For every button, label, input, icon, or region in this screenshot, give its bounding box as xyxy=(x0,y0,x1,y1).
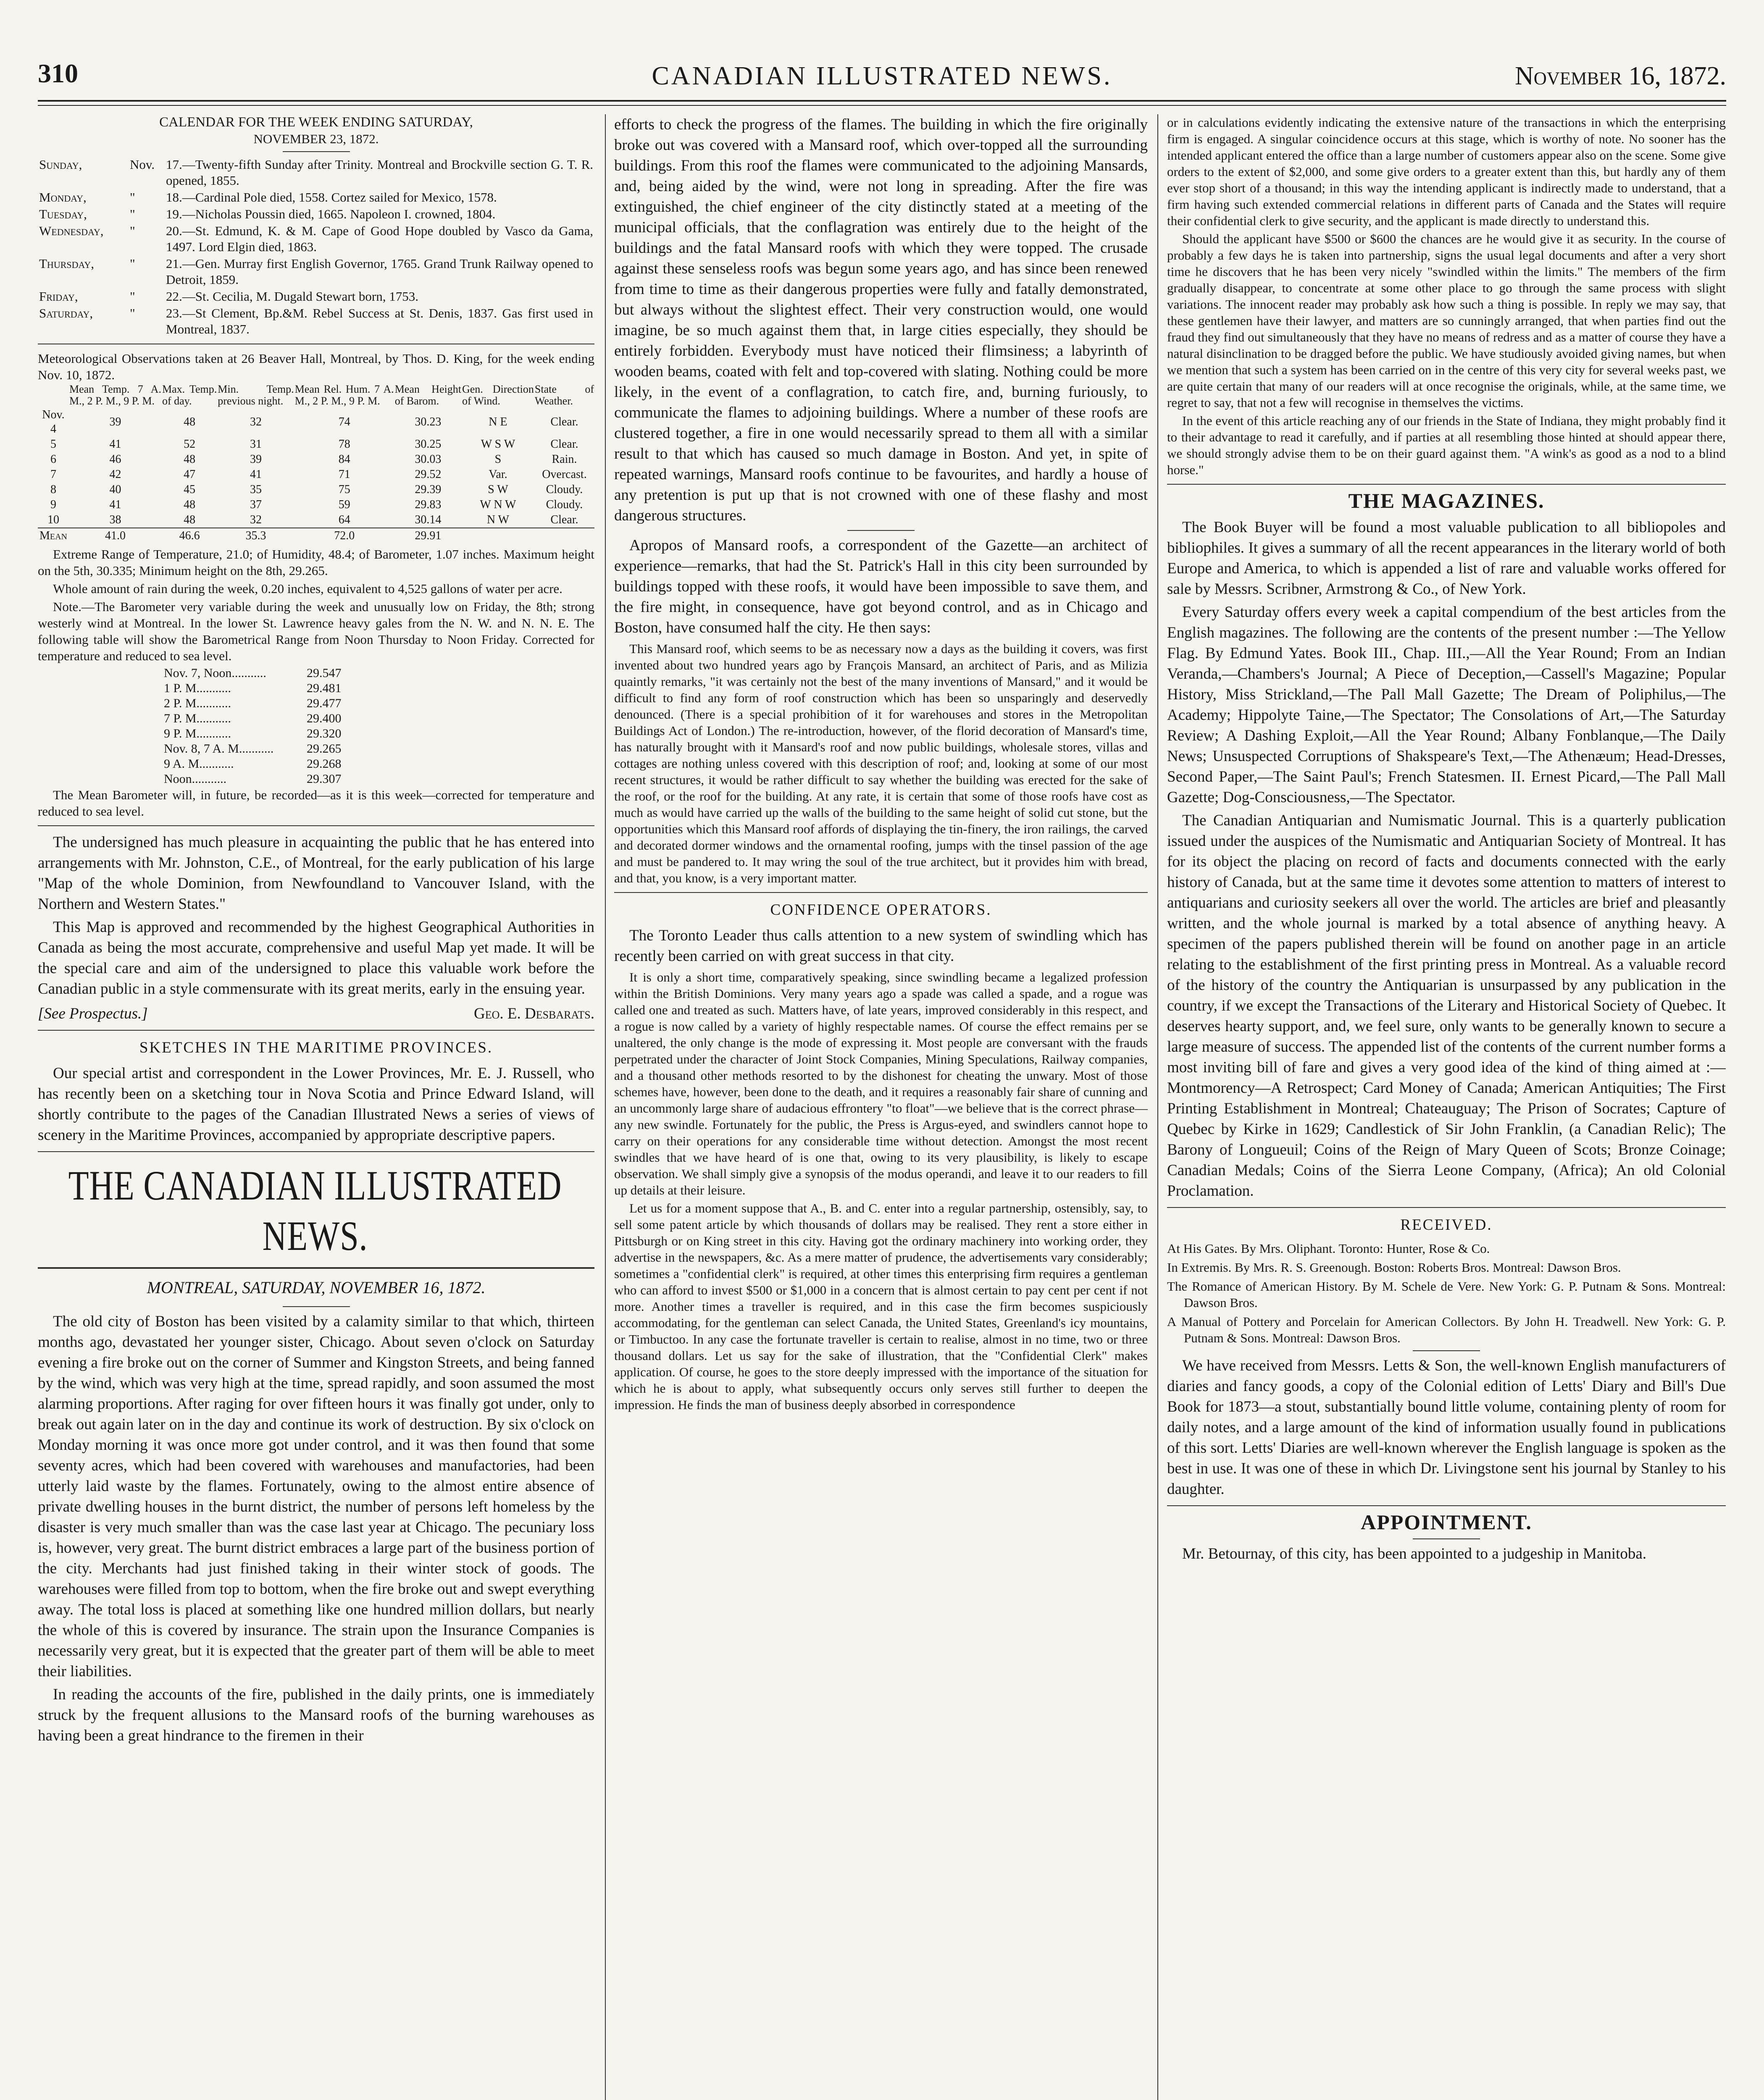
meteo-mean-cell: 72.0 xyxy=(334,529,355,542)
magazines-heading: THE MAGAZINES. xyxy=(1348,489,1545,512)
divider xyxy=(283,151,350,152)
meteo-header: Max. Temp. of day. xyxy=(162,383,217,407)
confidence-p1: The Toronto Leader thus calls attention to a new system of swindling which has recently been carried on with great success in that city. xyxy=(614,927,1148,965)
calendar-row xyxy=(38,156,594,189)
confidence-p4: or in calculations evidently indicating the extensive nature of the transactions in which the enterprising firm is engaged. A singular coincidence occurs at this stage, which is worthy of note. No sooner has the intended applicant entered the office than a large number of customers appear also on the scene. Some give orders to the extent of $2,000, and some give orders to a greater extent than this, but hardly any of them ever stop short of a thousand; in this way the intending applicant is indirectly made to understand, that a firm having such extended commercial relations in different parts of Canada and the States will require their confidential clerk to give security, and the applicant is made directly to understand this. xyxy=(1167,115,1726,228)
calendar-text: 22.—St. Cecilia, M. Dugald Stewart born, 1753. xyxy=(166,289,418,304)
calendar-text: 21.—Gen. Murray first English Governor, 1765. Grand Trunk Railway opened to Detroit, 1859. xyxy=(166,256,593,287)
meteo-cell: 52 xyxy=(184,438,196,451)
sketches-body: Our special artist and correspondent in the Lower Provinces, Mr. E. J. Russell, who has recently been on a sketching tour in Nova Scotia and Prince Edward Island, will shortly contribute to the pages of the Canadian Illustrated News a series of views of scenery in the Maritime Provinces, accompanied by appropriate descriptive papers. xyxy=(38,1065,594,1144)
meteo-note: Note.—The Barometer very variable during the week and unusually low on Friday, the 8th; strong westerly wind at Montreal. In the lower St. Lawrence heavy gales from the N. W. and N. N. E. The following table will show the Barometrical Range from Noon Thursday to Noon Friday. Corrected for temperature and reduced to sea level. xyxy=(38,599,594,663)
calendar-month: " xyxy=(130,256,135,271)
meteo-row xyxy=(38,467,594,482)
meteo-cell: 84 xyxy=(338,453,350,466)
meteo-cell: 30.25 xyxy=(415,438,442,451)
editorial-p1: The old city of Boston has been visited by a calamity similar to that which, thirteen months ago, devastated her younger sister, Chicago. About seven o'clock on Saturday evening a fire broke out on the corner of Summer and Kingston Streets, and being fanned by the wind, which was very high at the time, spread rapidly, and soon assumed the most alarming proportions. After raging for over fifteen hours it was finally got under, only to break out again later on in the day and continue its work of destruction. By six o'clock on Monday morning it was once more got under control, and it was then found that some seventy acres, which had been covered with warehouses and manufactories, had been utterly laid waste by the flames. Fortunately, owing to the almost entire absence of private dwelling houses in the burnt district, the number of persons left homeless by the disaster is very much smaller than was the case last year at Chicago. The pecuniary loss is, however, very great. The burnt district embraces a large part of the business portion of the city. Merchants had just finished taking in their winter stock of goods. The warehouses were filled from top to bottom, when the fire broke out and swept everything away. The total loss is placed at something like one hundred million dollars, but nearly the whole of this is covered by insurance. The strain upon the Insurance Companies is necessarily very great, but it is expected that the greater part of them will be able to meet their liabilities. xyxy=(38,1313,594,1680)
baro-label: 9 P. M........... xyxy=(164,727,231,740)
baro-label: Nov. 7, Noon........... xyxy=(164,666,266,680)
meteo-cell: 39 xyxy=(250,453,262,466)
meteo-cell: Cloudy. xyxy=(546,498,583,511)
meteo-cell: N W xyxy=(486,513,509,526)
meteo-cell: 74 xyxy=(338,415,350,428)
confidence-p6: In the event of this article reaching any of our friends in the State of Indiana, they might probably find it to their advantage to read it carefully, and if parties at all resembling those hinted at should appear there, we should strongly advise them to be on their guard against them. "A wink's as good as a nod to a blind horse." xyxy=(1167,413,1726,477)
meteo-cell: S xyxy=(494,453,502,466)
meteo-cell: 5 xyxy=(50,438,56,451)
meteo-cell: 59 xyxy=(338,498,350,511)
editorial-dateline: MONTREAL, SATURDAY, NOVEMBER 16, 1872. xyxy=(147,1278,486,1297)
meteo-cell: 41 xyxy=(250,468,262,481)
meteo-cell: 29.83 xyxy=(415,498,442,511)
calendar-text: 23.—St Clement, Bp.&M. Rebel Success at St. Denis, 1837. Gas first used in Montreal, 1837. xyxy=(166,306,593,336)
meteo-header: State of Weather. xyxy=(534,383,594,407)
meteo-intro: Meteorological Observations taken at 26 Beaver Hall, Montreal, by Thos. D. King, for the week ending Nov. 10, 1872. xyxy=(38,351,594,382)
meteo-cell: 48 xyxy=(184,415,196,428)
meteo-cell: 7 xyxy=(50,468,56,481)
meteo-cell: Var. xyxy=(489,468,507,481)
divider xyxy=(1413,1538,1480,1539)
meteo-row xyxy=(38,452,594,467)
baro-row xyxy=(164,681,594,696)
meteo-cell: 29.39 xyxy=(415,483,442,496)
meteo-cell: Cloudy. xyxy=(546,483,583,496)
meteo-mean-cell: 46.6 xyxy=(179,529,200,542)
divider xyxy=(614,892,1148,893)
meteo-cell: 40 xyxy=(109,483,121,496)
meteo-mean-cell xyxy=(462,528,534,543)
meteo-mean-cell xyxy=(534,528,594,543)
calendar-text: 19.—Nicholas Poussin died, 1665. Napoleon I. crowned, 1804. xyxy=(166,207,496,221)
meteo-header: Mean Rel. Hum. 7 A. M., 2 P. M., 9 P. M. xyxy=(294,383,394,407)
masthead-rule-thin xyxy=(38,105,1726,106)
sketches-heading: SKETCHES IN THE MARITIME PROVINCES. xyxy=(139,1039,493,1056)
divider xyxy=(1167,1207,1726,1208)
confidence-heading: CONFIDENCE OPERATORS. xyxy=(770,901,992,919)
baro-row xyxy=(164,696,594,711)
baro-row xyxy=(164,756,594,772)
column-2 xyxy=(614,114,1148,2100)
magazines-p1: The Book Buyer will be found a most valuable publication to all bibliopoles and bibliophiles. It gives a summary of all the recent appearances in the literary world of both Europe and America, to which is appended a list of rare and valuable works offered for sale by Messrs. Scribner, Armstrong & Co., of New York. xyxy=(1167,519,1726,598)
meteo-cell: 6 xyxy=(50,453,56,466)
editorial-p3: efforts to check the progress of the flames. The building in which the fire originally broke out was covered with a Mansard roof, which over-topped all the surrounding buildings. From this roof the flames were communicated to the adjoining Mansards, and, being aided by the wind, were not long in spreading. After the fire was extinguished, the chief engineer of the city distinctly stated at a meeting of the municipal officials, that the conflagration was entirely due to the height of the buildings and the fatal Mansard roofs with which they were topped. The crusade against these senseless roofs was begun some years ago, and has since been renewed from time to time as their dangerous properties were fully and fatally demonstrated, but always without the slightest effect. Their very construction would, one would imagine, be so much against them that, in large cities especially, they should be entirely forbidden. Everybody must have noticed their flimsiness; a labyrinth of wooden beams, coated with felt and top-covered with slating. Nothing could be more likely, in the event of a conflagration, to catch fire, and, burning furiously, to communicate the flames to adjoining buildings. Where a number of these roofs are clustered together, a fire in one would necessarily spread to them all with a similar result to that which has caused so much damage in Boston. And yet, in spite of repeated warnings, Mansard roofs continue to be favourites, and hardly a house of any pretention is put up that is not crowned with one of these flashy and most dangerous structures. xyxy=(614,116,1148,524)
baro-value: 29.307 xyxy=(307,772,342,786)
appointment-heading: APPOINTMENT. xyxy=(1361,1510,1532,1534)
meteo-cell: 48 xyxy=(184,453,196,466)
meteo-cell: 9 xyxy=(50,498,56,511)
meteo-cell: 39 xyxy=(109,415,121,428)
meteo-cell: 42 xyxy=(109,468,121,481)
calendar-table xyxy=(38,156,594,338)
column-1 xyxy=(38,114,594,2100)
meteo-cell: 48 xyxy=(184,498,196,511)
calendar-day: Wednesday, xyxy=(39,223,104,238)
meteo-range: Extreme Range of Temperature, 21.0; of Humidity, 48.4; of Barometer, 1.07 inches. Maximum height on the 5th, 30.335; Minimum height on the 8th, 29.265. xyxy=(38,547,594,578)
baro-value: 29.320 xyxy=(307,727,342,740)
confidence-p3: Let us for a moment suppose that A., B. and C. enter into a regular partnership, ostensibly, say, to sell some patent article by which thousands of dollars may be realised. They rent a store either in Pittsburgh or on King street in this city. Having got the ordinary machinery into working order, they advertise in the newspapers, &c. As a mere matter of prudence, the advertisements vary considerably; sometimes a "confidential clerk" is required, at other times this enterprising firm requires a gentleman who can afford to invest $500 or $1,000 in a concern that is almost certain to pay cent per cent if not more. Another times a traveller is required, and in this case the firm becomes suspiciously accommodating, for the gentleman can select Canada, the United States, Greenland's icy mountains, or Timbuctoo. In any case the fortunate traveller is certain to realise, almost in no time, two or three thousand dollars. Let us say for the sake of illustration, that the "Confidential Clerk" makes application. Of course, he goes to the store deeply impressed with the importance of the situation for which he is about to apply, what subsequently occurs only serves still further to deepen the impression. He finds the man of business deeply absorbed in correspondence xyxy=(614,1201,1148,1412)
editorial-p4: Apropos of Mansard roofs, a correspondent of the Gazette—an architect of experience—remarks, that had the St. Patrick's Hall in this city been surrounded by buildings topped with these roofs, it would have been impossible to save them, and the fire might, in consequence, have got beyond control, and as in Chicago and Boston, have consumed half the city. He then says: xyxy=(614,537,1148,636)
meteo-cell: 10 xyxy=(47,513,59,526)
calendar-row xyxy=(38,288,594,305)
divider xyxy=(38,1267,594,1269)
map-notice-p1: The undersigned has much pleasure in acquainting the public that he has entered into arrangements with Mr. Johnston, C.E., of Montreal, for the early publication of his large "Map of the whole Dominion, from Newfoundland to Vancouver Island, with the Northern and Western States." xyxy=(38,834,594,913)
meteo-cell: 30.03 xyxy=(415,453,442,466)
baro-row xyxy=(164,666,594,681)
editorial-quote: This Mansard roof, which seems to be as necessary now a days as the building it covers, was first invented about two hundred years ago by François Mansard, an architect of Paris, and as Milizia quaintly remarks, "it was certainly not the best of the many inventions of Mansard," and it would be difficult to find any form of roof construction which has been so unsparingly and deservedly denounced. (There is a special prohibition of it for warehouses and stores in the Metropolitan Buildings Act of London.) The re-introduction, however, of the florid decoration of Mansard's time, has naturally brought with it Mansard's roof and now public buildings, wholesale stores, villas and cottages are nothing unless covered with this description of roof; and, looking at some of our most recent structures, it would be rather difficult to say whether the building was erected for the sake of the roof, or the roof for the building. At any rate, it is certain that some of those roofs have cost as much as would have carried up the walls of the building to the same height of solid cut stone, but the opportunities which this Mansard roof affords of displaying the tin-finery, the iron railings, the carved and decorated dormer windows and the ornamental roofing, jumps with the tinsel passion of the age and must be pandered to. It may wring the soul of the true architect, but it provides him with bread, and that, you know, is a very important matter. xyxy=(614,641,1148,885)
meteo-cell: 47 xyxy=(184,468,196,481)
column-divider xyxy=(1157,114,1158,2100)
received-item: In Extremis. By Mrs. R. S. Greenough. Boston: Roberts Bros. Montreal: Dawson Bros. xyxy=(1167,1260,1621,1275)
meteo-cell: 30.14 xyxy=(415,513,442,526)
meteo-row xyxy=(38,497,594,512)
baro-label: 9 A. M........... xyxy=(164,757,234,771)
meteo-row xyxy=(38,407,594,437)
calendar-row xyxy=(38,255,594,288)
meteo-cell: Overcast. xyxy=(542,468,587,481)
baro-note: The Mean Barometer will, in future, be recorded—as it is this week—corrected for temperature and reduced to sea level. xyxy=(38,788,594,819)
masthead xyxy=(38,50,1726,100)
divider xyxy=(847,530,915,531)
baro-value: 29.477 xyxy=(307,696,342,710)
baro-value: 29.547 xyxy=(307,666,342,680)
meteo-cell: 78 xyxy=(338,438,350,451)
baro-value: 29.400 xyxy=(307,711,342,725)
meteo-row xyxy=(38,512,594,528)
meteo-mean-cell: 41.0 xyxy=(105,529,126,542)
calendar-row xyxy=(38,189,594,206)
page-number: 310 xyxy=(38,58,78,88)
baro-row xyxy=(164,711,594,726)
received-item: At His Gates. By Mrs. Oliphant. Toronto: Hunter, Rose & Co. xyxy=(1167,1241,1490,1256)
baro-row xyxy=(164,726,594,741)
confidence-p5: Should the applicant have $500 or $600 the chances are he would give it as security. In the course of probably a few days he is taken into partnership, signs the usual legal documents and after a very short time he discovers that he has been very nicely "swindled within the limits." The members of the firm gradually disappear, to concentrate at some other place to go through the same process with slight variations. The innocent reader may probably ask how such a thing is possible. In reply we may say, that these gentlemen have their lawyer, and matters are so cunningly arranged, that when parties find out the fraud they find out simultaneously that they have no means of redress and as a matter of course they have a natural disinclination to be dragged before the public. We have studiously avoided giving names, but when we mention that such a system has been carried on in the centre of this very city for several weeks past, we are quite certain that many of our readers will at once recognise the originals, while, at the same time, we regret to say, that not a few will recognise in themselves the victims. xyxy=(1167,231,1726,410)
calendar-day: Monday, xyxy=(39,190,87,205)
meteo-mean-cell: 29.91 xyxy=(415,529,442,542)
meteo-cell: Rain. xyxy=(552,453,577,466)
calendar-month: " xyxy=(130,190,135,205)
calendar-month: " xyxy=(130,306,135,320)
meteo-cell: 31 xyxy=(250,438,262,451)
baro-label: 7 P. M........... xyxy=(164,711,231,725)
calendar-row xyxy=(38,206,594,223)
meteo-mean-cell: 35.3 xyxy=(245,529,266,542)
meteo-header: Gen. Direction of Wind. xyxy=(462,383,534,407)
editorial-title: THE CANADIAN ILLUSTRATED NEWS. xyxy=(68,1162,562,1259)
calendar-month: " xyxy=(130,289,135,304)
received-item: A Manual of Pottery and Porcelain for American Collectors. By John H. Treadwell. New York: G. P. Putnam & Sons. Montreal: Dawson Bros. xyxy=(1167,1314,1726,1345)
editorial-p2: In reading the accounts of the fire, published in the daily prints, one is immediately struck by the frequent allusions to the Mansard roofs of the burning warehouses as having been a great hindrance to the firemen in their xyxy=(38,1686,594,1744)
meteo-header xyxy=(38,383,69,407)
received-list xyxy=(1167,1240,1726,1346)
meteo-cell: S W xyxy=(488,483,508,496)
signature: Geo. E. Desbarats. xyxy=(474,1005,594,1022)
meteo-row xyxy=(38,482,594,497)
divider xyxy=(38,1151,594,1152)
meteo-header: Min. Temp. previous night. xyxy=(218,383,294,407)
meteo-cell: 29.52 xyxy=(415,468,442,481)
meteo-cell: Clear. xyxy=(550,415,578,428)
meteo-cell: 37 xyxy=(250,498,262,511)
prospectus-note: [See Prospectus.] xyxy=(38,1005,148,1022)
meteo-cell: 8 xyxy=(50,483,56,496)
map-notice-p2: This Map is approved and recommended by the highest Geographical Authorities in Canada as being the most accurate, comprehensive and useful Map yet made. It will be the special care and aim of the undersigned to place this valuable work before the Canadian public in a style commensurate with its great merits, early in the ensuing year. xyxy=(38,919,594,998)
meteo-cell: 32 xyxy=(250,415,262,428)
meteo-cell: 48 xyxy=(184,513,196,526)
barometer-table xyxy=(164,666,594,787)
calendar-day: Thursday, xyxy=(39,256,95,271)
meteo-row xyxy=(38,437,594,452)
calendar-row xyxy=(38,305,594,338)
baro-row xyxy=(164,741,594,756)
meteo-cell: 41 xyxy=(109,498,121,511)
calendar-day: Sunday, xyxy=(39,157,82,172)
calendar-month: " xyxy=(130,207,135,221)
calendar-title: CALENDAR FOR THE WEEK ENDING SATURDAY, xyxy=(159,115,473,130)
calendar-day: Friday, xyxy=(39,289,78,304)
meteo-header: Mean Height of Barom. xyxy=(394,383,461,407)
divider xyxy=(38,1030,594,1031)
divider xyxy=(283,1306,350,1307)
masthead-rule xyxy=(38,100,1726,102)
calendar-text: 18.—Cardinal Pole died, 1558. Cortez sailed for Mexico, 1578. xyxy=(166,190,497,205)
letts-notice: We have received from Messrs. Letts & Son, the well-known English manufacturers of diaries and fancy goods, a copy of the Colonial edition of Letts' Diary and Bill's Due Book for 1873—a stout, substantially bound little volume, containing plenty of room for daily notes, and a large amount of the kind of information usually found in publications of this sort. Letts' Diaries are well-known wherever the English language is spoken as the best in use. It was one of these in which Dr. Livingstone sent his journal by Stanley to his daughter. xyxy=(1167,1357,1726,1498)
meteo-cell: 38 xyxy=(109,513,121,526)
meteo-cell: 71 xyxy=(338,468,350,481)
meteo-rain: Whole amount of rain during the week, 0.20 inches, equivalent to 4,525 gallons of water per acre. xyxy=(53,581,563,596)
divider xyxy=(38,825,594,826)
magazines-p2: Every Saturday offers every week a capital compendium of the best articles from the English magazines. The following are the contents of the present number :—The Yellow Flag. By Edmund Yates. Book III., Chap. III.,—All the Year Round; From an Indian Veranda,—Chambers's Journal; A Piece of Deception,—Cassell's Magazine; Popular History, Miss Strickland,—The Pall Mall Gazette; The Dream of Poliphilus,—The Academy; Hippolyte Taine,—The Spectator; The Consolations of Art,—The Saturday Review; A Dashing Exploit,—All the Year Round; Albany Fonblanque,—The Daily News; Unsuspected Corruptions of Shakspeare's Text,—The Athenæum; Head-Dresses, Second Paper,—The Saint Paul's; French Statesmen. II. Ernest Picard,—The Pall Mall Gazette; Dog-Consciousness,—The Spectator. xyxy=(1167,604,1726,806)
magazines-p3: The Canadian Antiquarian and Numismatic Journal. This is a quarterly publication issued under the auspices of the Numismatic and Antiquarian Society of Montreal. It has for its object the placing on record of facts and documents connected with the early history of Canada, but at the same time it devotes some attention to matters of interest to antiquarians and curiosity seekers all over the world. The articles are brief and pleasantly written, and the whole journal is marked by a total absence of anything heavy. A specimen of the papers published therein will be found on another page in an article relating to the establishment of the first printing press in Montreal. As a valuable record of the history of the country the Antiquarian is unsurpassed by any publication in the country, if we except the Transactions of the Literary and Historical Society of Quebec. It deserves hearty support, and, we feel sure, only wants to be generally known to secure a large measure of success. The appended list of the contents of the current number forms a most inviting bill of fare and gives a very good idea of the kind of thing aimed at :—Montmorency—A Retrospect; Card Money of Canada; American Antiquities; The First Printing Establishment in Montreal; Chateauguay; The Prison of Socrates; Capture of Quebec by Kirke in 1629; Candlestick of Sir John Franklin, (a Canadian Relic); The Barony of Longueuil; Coins of the Reign of Mary Queen of Scots; Bronze Coinage; Canadian Medals; Coins of the Sierra Leone Company, (Africa); An old Colonial Proclamation. xyxy=(1167,812,1726,1200)
calendar-text: 20.—St. Edmund, K. & M. Cape of Good Hope doubled by Vasco da Gama, 1497. Lord Elgin died, 1863. xyxy=(166,223,593,254)
meteo-mean-row xyxy=(38,528,594,543)
divider xyxy=(1413,1350,1480,1351)
meteo-cell: W N W xyxy=(480,498,516,511)
calendar-day: Tuesday, xyxy=(39,207,87,221)
calendar-subtitle: NOVEMBER 23, 1872. xyxy=(253,131,379,146)
divider xyxy=(1167,484,1726,485)
meteo-header: Mean Temp. 7 A. M., 2 P. M., 9 P. M. xyxy=(69,383,161,407)
meteo-cell: 30.23 xyxy=(415,415,442,428)
meteo-cell: 46 xyxy=(109,453,121,466)
calendar-month: " xyxy=(130,223,135,238)
column-divider xyxy=(605,114,606,2100)
baro-value: 29.268 xyxy=(307,757,342,771)
calendar-row xyxy=(38,223,594,255)
baro-row xyxy=(164,772,594,787)
meteo-cell: Clear. xyxy=(550,438,578,451)
meteo-cell: 75 xyxy=(338,483,350,496)
baro-label: Nov. 8, 7 A. M........... xyxy=(164,742,274,756)
meteo-table xyxy=(38,383,594,543)
calendar-text: 17.—Twenty-fifth Sunday after Trinity. Montreal and Brockville section G. T. R. opened, 1855. xyxy=(166,157,593,188)
meteo-cell: Nov. 4 xyxy=(42,408,65,436)
meteo-cell: N E xyxy=(489,415,507,428)
calendar-month: Nov. xyxy=(130,157,155,172)
meteo-cell: 32 xyxy=(250,513,262,526)
baro-label: 2 P. M........... xyxy=(164,696,231,710)
confidence-p2: It is only a short time, comparatively speaking, since swindling became a legalized profession within the British Dominions. Very many years ago a spade was called a spade, and a rogue was called one and treated as such. Matters have, of late years, improved considerably in this respect, and a rogue is now called by a variety of highly respectable names. Of course the effect remains per se unaltered, the only change is the mode of expressing it. Most people are conversant with the frauds perpetrated under the character of Joint Stock Companies, Mining Speculations, Railway companies, and a thousand other methods resorted to by the dishonest for cheating the unwary. Most of those schemes have, however, been done to the death, and it requires a reasonably fair share of cunning and an uncommonly large share of audacious effrontery "to float"—we believe that is the correct phrase—any new swindle. Fortunately for the public, the Press is Argus-eyed, and swindlers cannot hope to carry on their operations for any considerable time without detection. Amongst the most recent swindles that we have heard of is one that, owing to its very plausibility, is likely to escape observation. We shall simply give a synopsis of the modus operandi, and leave it to our readers to fill up details at their leisure. xyxy=(614,970,1148,1197)
meteo-cell: 35 xyxy=(250,483,262,496)
baro-label: 1 P. M........... xyxy=(164,681,231,695)
received-heading: RECEIVED. xyxy=(1400,1216,1493,1234)
masthead-date: November 16, 1872. xyxy=(1514,62,1726,90)
masthead-title: CANADIAN ILLUSTRATED NEWS. xyxy=(652,62,1112,90)
meteo-cell: 45 xyxy=(184,483,196,496)
meteo-mean-cell: Mean xyxy=(39,529,67,542)
baro-value: 29.481 xyxy=(307,681,342,695)
meteo-cell: Clear. xyxy=(550,513,578,526)
meteo-cell: 64 xyxy=(338,513,350,526)
received-item: The Romance of American History. By M. Schele de Vere. New York: G. P. Putnam & Sons. Montreal: Dawson Bros. xyxy=(1167,1279,1726,1310)
baro-value: 29.265 xyxy=(307,742,342,756)
baro-label: Noon........... xyxy=(164,772,227,786)
column-3 xyxy=(1167,114,1726,2100)
appointment-body: Mr. Betournay, of this city, has been appointed to a judgeship in Manitoba. xyxy=(1182,1545,1646,1562)
calendar-day: Saturday, xyxy=(39,306,93,320)
meteo-cell: W S W xyxy=(481,438,515,451)
divider xyxy=(1167,1505,1726,1506)
meteo-cell: 41 xyxy=(109,438,121,451)
